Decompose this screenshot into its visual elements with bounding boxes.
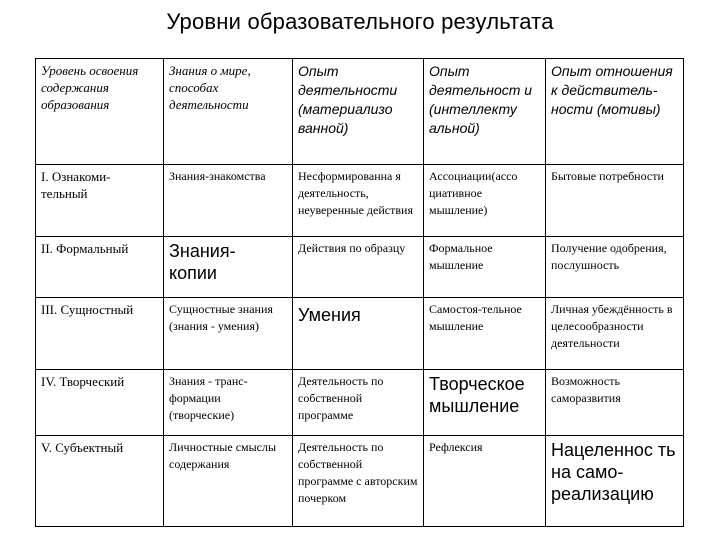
table-cell: Формальное мышление [424,237,546,298]
table-row [36,298,684,370]
table-row [36,370,684,436]
header-cell-knowledge: Знания о мире, способах деятельности [164,59,293,165]
table-cell: Личностные смыслы содержания [164,436,293,527]
level-name-cell: V. Субъектный [36,436,164,527]
table-cell: Действия по образцу [293,237,424,298]
table-cell: Сущностные знания (знания - умения) [164,298,293,370]
table-cell: Возможность саморазвития [546,370,684,436]
level-name-cell: IV. Творческий [36,370,164,436]
table-cell: Самостоя-тельное мышление [424,298,546,370]
table-cell: Творческое мышление [424,370,546,436]
level-name-cell: I. Ознакоми- тельный [36,165,164,237]
header-cell-attitude-experience: Опыт отношения к действитель- ности (мотивы) [546,59,684,165]
table-row [36,237,684,298]
table-cell: Знания- копии [164,237,293,298]
table-cell: Знания - транс- формации (творческие) [164,370,293,436]
table-cell: Получение одобрения, послушность [546,237,684,298]
header-cell-level: Уровень освоения содержания образования [36,59,164,165]
header-cell-material-experience: Опыт деятельности (материализо ванной) [293,59,424,165]
table-cell: Нацеленнос ть на само- реализацию [546,436,684,527]
page-title: Уровни образовательного результата [166,9,554,34]
table-cell: Несформированна я деятельность, неуверенные действия [293,165,424,237]
table-cell: Деятельность по собственной программе [293,370,424,436]
level-name-cell: III. Сущностный [36,298,164,370]
table-cell: Ассоциации(ассо циативное мышление) [424,165,546,237]
table-cell: Личная убеждённость в целесообразности деятельности [546,298,684,370]
table-cell: Деятельность по собственной программе с авторским почерком [293,436,424,527]
table-cell: Умения [293,298,424,370]
level-name-cell: II. Формальный [36,237,164,298]
table-cell: Бытовые потребности [546,165,684,237]
table-row [36,436,684,527]
table-cell: Знания-знакомства [164,165,293,237]
table-row [36,165,684,237]
table-header-row [36,59,684,165]
header-cell-intellectual-experience: Опыт деятельност и (интеллекту альной) [424,59,546,165]
table-cell: Рефлексия [424,436,546,527]
education-levels-table [35,58,684,527]
